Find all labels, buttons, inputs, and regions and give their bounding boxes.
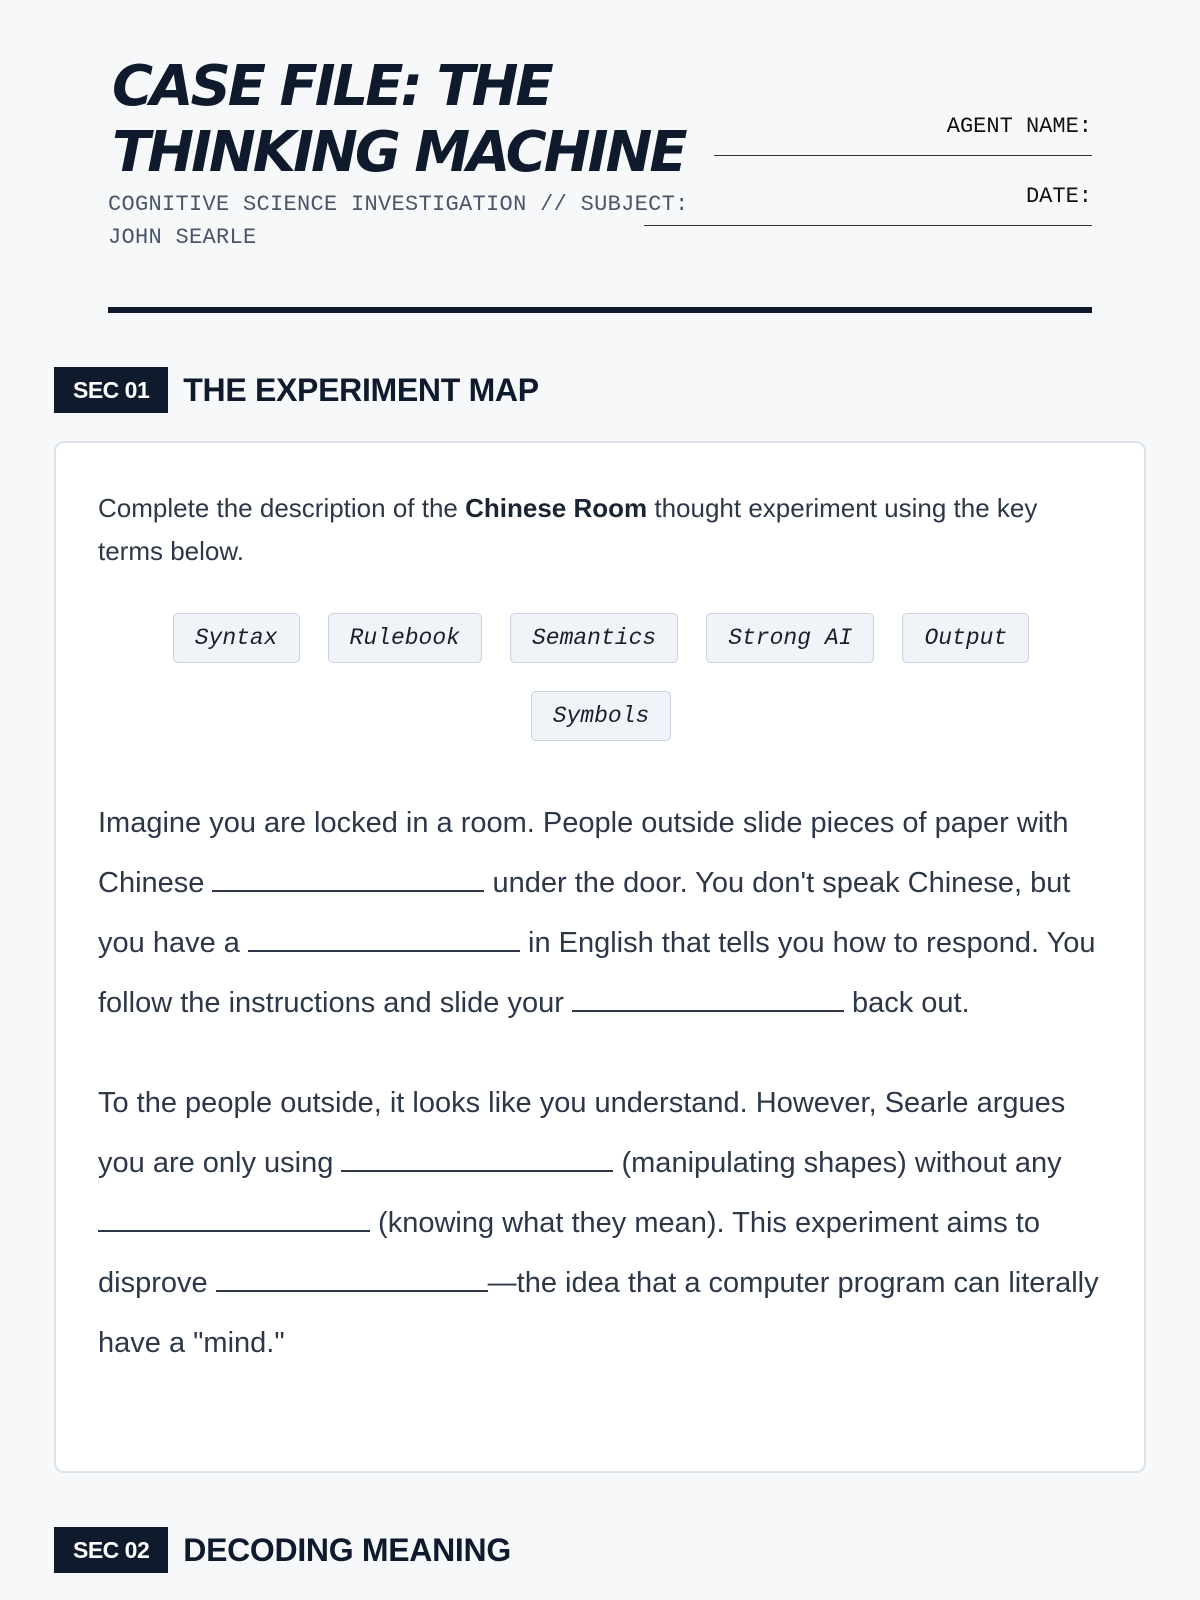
section-2-badge: SEC 02 [54,1527,168,1573]
blank-5[interactable] [98,1210,370,1232]
term-chip-syntax[interactable]: Syntax [173,613,300,663]
agent-fields [622,112,1092,226]
instructions-text-1: Complete the description of the [98,493,466,523]
header-divider [108,307,1092,313]
term-chip-symbols[interactable]: Symbols [531,691,672,741]
passage-2-text-3: (knowing what they mean). This experiment aims to disprove [98,1207,1040,1299]
passage-2-text-1: To the people outside, it looks like you understand. However, Searle argues you are only using [98,1087,1066,1179]
passage-2-text-4: —the idea that a computer program can literally have a "mind." [98,1267,1099,1359]
section-1-title: THE EXPERIMENT MAP [183,371,539,408]
page-subtitle: COGNITIVE SCIENCE INVESTIGATION // SUBJECT: JOHN SEARLE [108,192,689,250]
term-chip-rulebook[interactable]: Rulebook [328,613,482,663]
term-chip-output[interactable]: Output [902,613,1029,663]
date-label: DATE: [1025,184,1092,209]
passage-2-text-2: (manipulating shapes) without any [613,1147,1062,1179]
instructions [98,487,1102,573]
passage-1-text-3: in English that tells you how to respond. You follow the instructions and slide your [98,927,1096,1019]
word-bank [98,613,1104,741]
passage-1-text-2: under the door. You don't speak Chinese, but you have a [98,867,1071,959]
section-2-header [54,1527,511,1573]
agent-name-field[interactable] [714,144,1092,156]
title-line-1: CASE FILE: THE [112,54,551,119]
term-chip-semantics[interactable]: Semantics [510,613,678,663]
passage-2 [98,1073,1108,1373]
date-field[interactable] [644,214,1092,226]
agent-name-label: AGENT NAME: [946,114,1092,139]
section-2-title: DECODING MEANING [183,1531,511,1568]
instructions-bold-term: Chinese Room [465,493,648,523]
section-1-badge: SEC 01 [54,367,168,413]
blank-3[interactable] [572,990,844,1012]
blank-2[interactable] [248,930,520,952]
passage-1-text-1: Imagine you are locked in a room. People outside slide pieces of paper with Chinese [98,807,1069,899]
title-line-2: THINKING MACHINE [112,120,685,185]
instructions-text-2: thought experiment using the key terms below. [98,493,1038,566]
case-file-header [54,0,1146,316]
passage-1 [98,793,1108,1033]
term-chip-strong-ai[interactable]: Strong AI [706,613,874,663]
passage-1-text-4: back out. [843,987,970,1019]
blank-6[interactable] [216,1270,488,1292]
experiment-map-card [54,441,1146,1473]
blank-4[interactable] [341,1150,613,1172]
section-1-header [54,367,539,413]
blank-1[interactable] [212,870,484,892]
